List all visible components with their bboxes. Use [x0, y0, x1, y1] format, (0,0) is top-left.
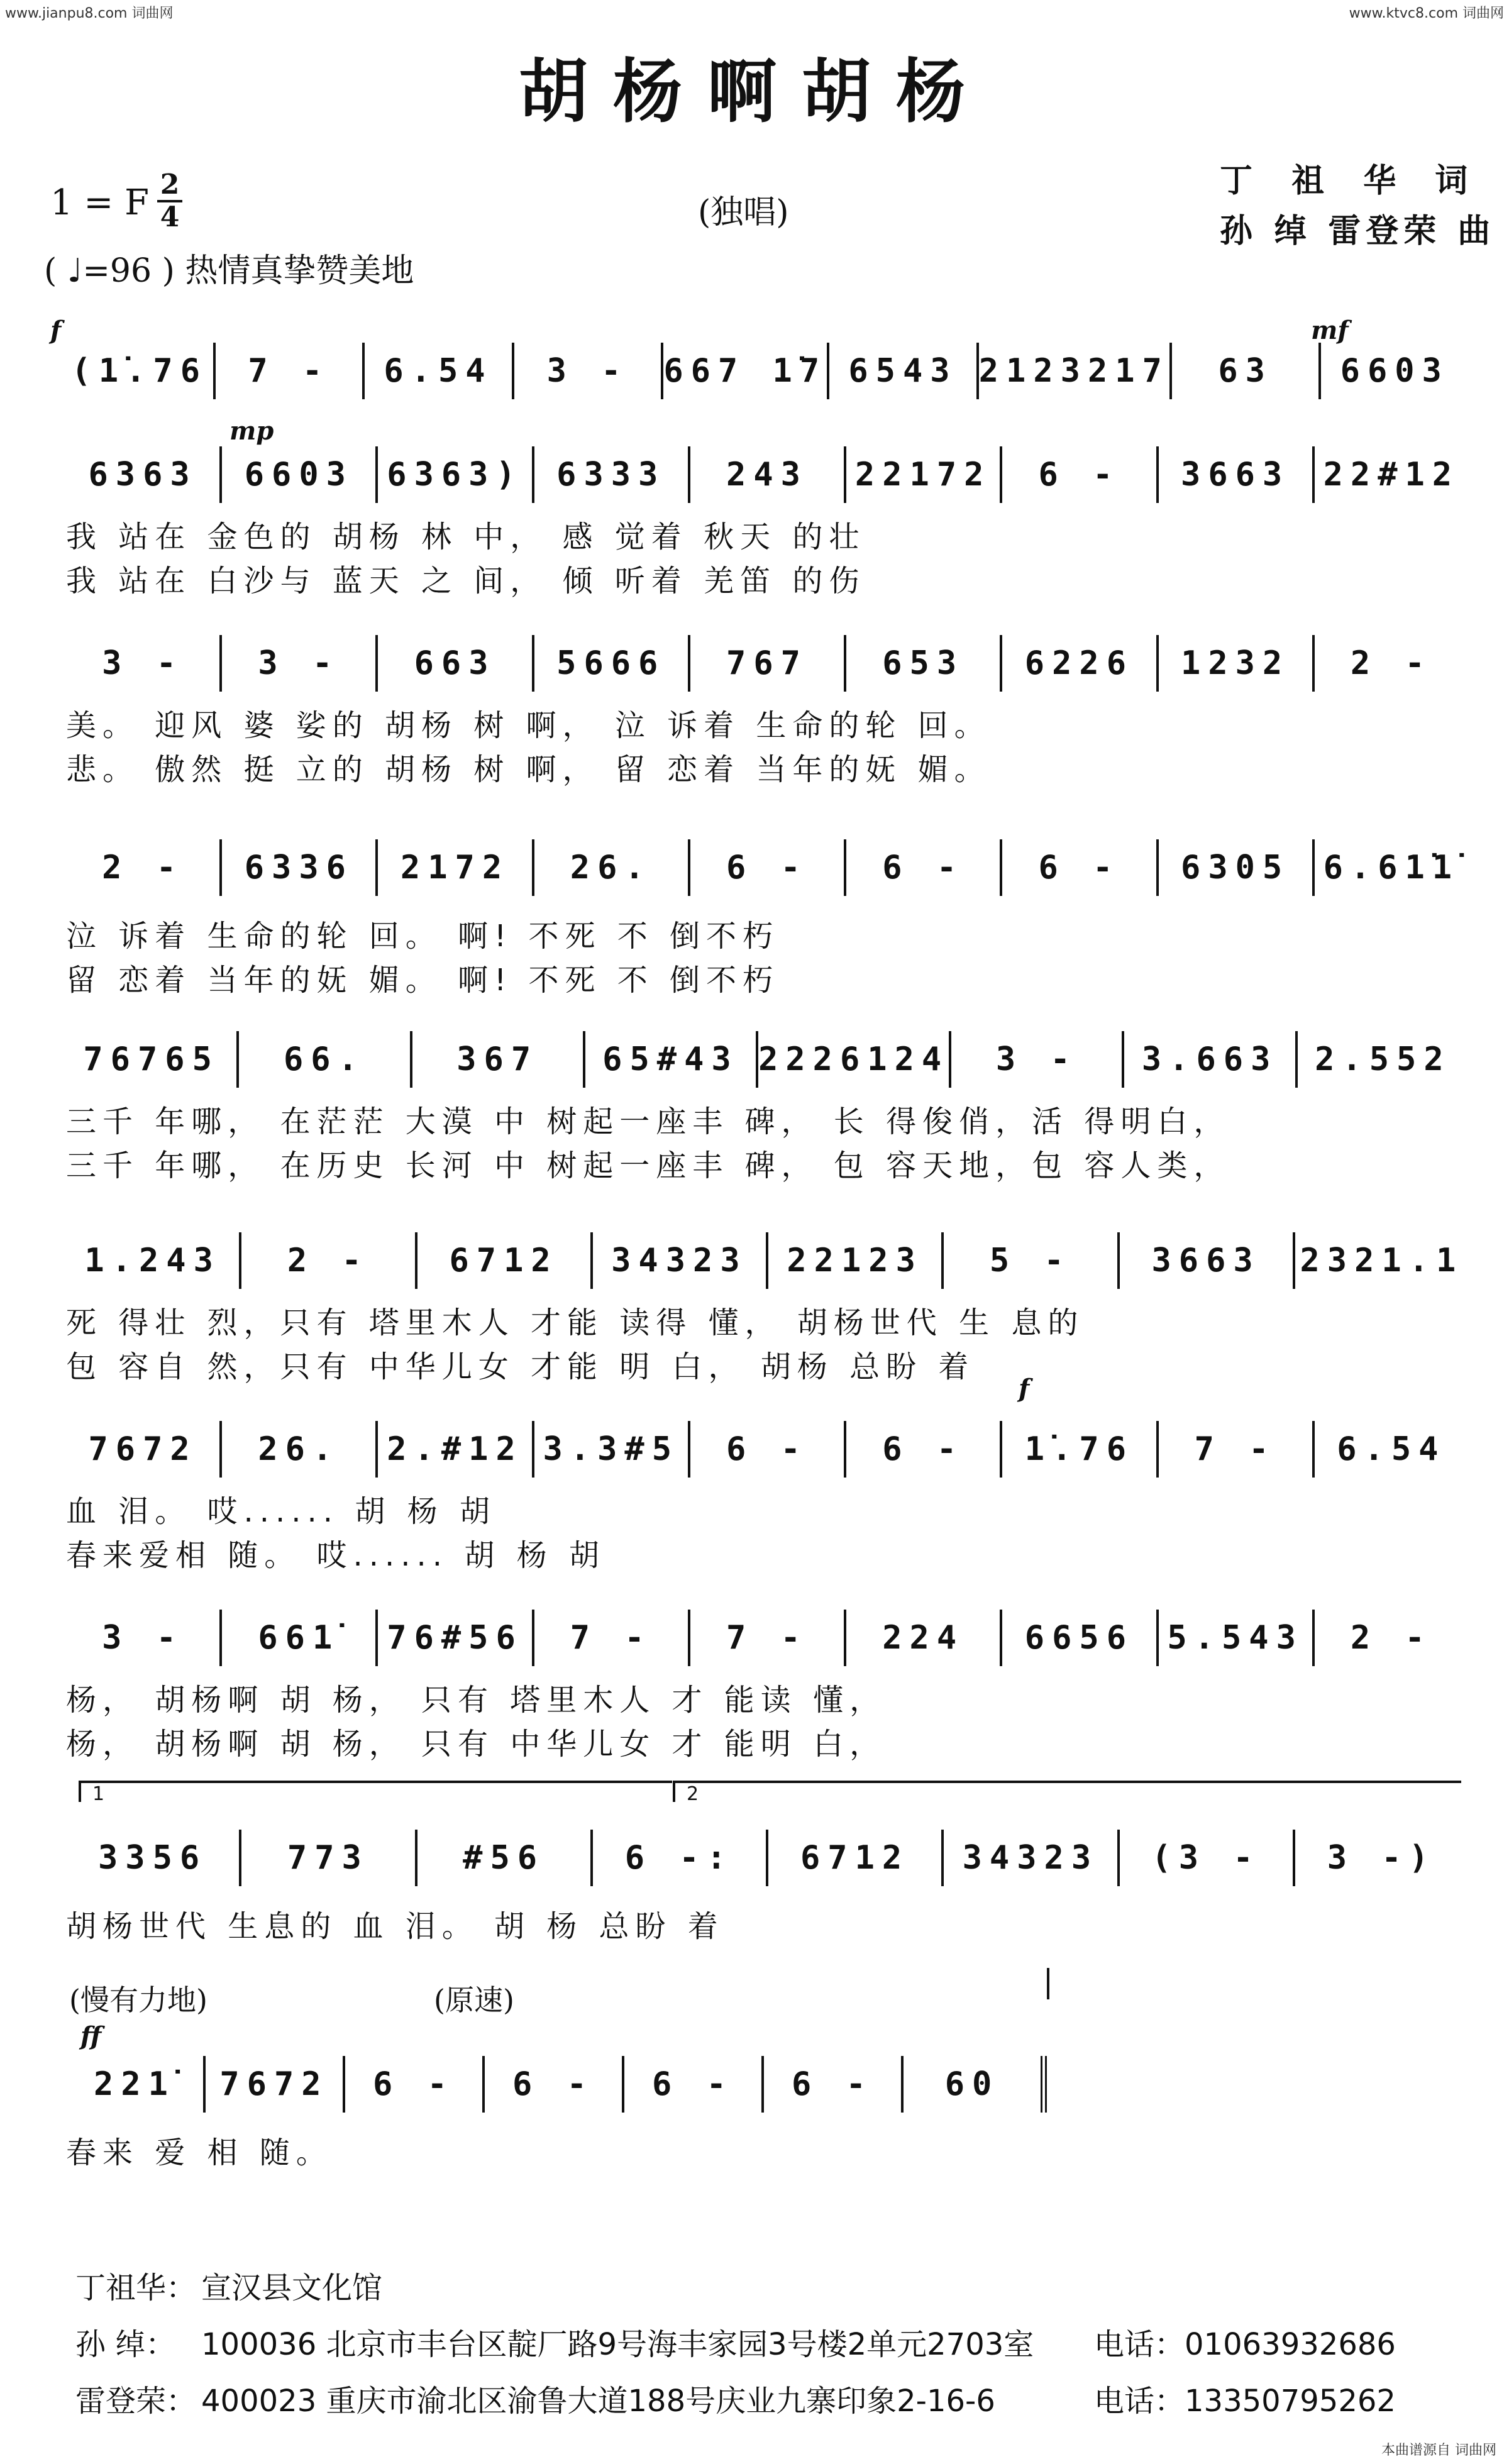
lyric-row-3-verse-2: 悲。 傲然 挺 立的 胡杨 树 啊， 留 恋着 当年的妩 媚。: [66, 752, 991, 787]
lyric-row-8-verse-1: 杨， 胡杨啊 胡 杨， 只有 塔里木人 才 能读 懂，: [66, 1682, 887, 1718]
measure: 1232: [1159, 635, 1315, 692]
measure: 2.#12: [378, 1421, 534, 1478]
measure: 6333: [534, 446, 690, 503]
measure: 221̇: [66, 2056, 206, 2113]
measure: 6 -: [846, 839, 1002, 896]
lyric-row-7-verse-1: 血 泪。 哎...... 胡 杨 胡: [66, 1494, 496, 1529]
measure: 2.552: [1315, 1041, 1451, 1078]
measure: 3356: [66, 1830, 241, 1886]
measure: 6 -: [690, 839, 846, 896]
measure: 6 -: [846, 1421, 1002, 1478]
measure: 3 -): [1327, 1839, 1436, 1877]
measure: 6363: [66, 446, 222, 503]
measure: 6 -: [690, 1421, 846, 1478]
measure: 7 -: [1159, 1421, 1315, 1478]
lyric-row-7-verse-2: 春来爱相 随。 哎...... 胡 杨 胡: [66, 1538, 605, 1573]
notation-row-2: [66, 446, 1468, 503]
dynamic-mf: mf: [1311, 316, 1349, 345]
notation-row-10: [66, 2056, 1047, 2113]
lyric-row-6-verse-2: 包 容自 然，只有 中华儿女 才能 明 白， 胡杨 总盼 着: [66, 1349, 975, 1384]
lyric-row-6-verse-1: 死 得壮 烈，只有 塔里木人 才能 读得 懂， 胡杨世代 生 息的: [66, 1305, 1085, 1340]
measure: (3 -: [1120, 1830, 1295, 1886]
volta-bracket-2: 2: [673, 1781, 1461, 1802]
measure: 1.243: [66, 1232, 241, 1289]
measure: 367: [412, 1031, 585, 1088]
footer-line-2: 孙 绰： 100036 北京市丰台区靛厂路9号海丰家园3号楼2单元2703室: [75, 2327, 1034, 2362]
measure: 6.61̇1̇: [1323, 849, 1460, 887]
lyric-row-4-verse-2: 留 恋着 当年的妩 媚。 啊! 不死 不 倒不朽: [66, 963, 780, 998]
measure: 6.54: [1337, 1430, 1446, 1468]
measure: 6712: [768, 1830, 944, 1886]
measure: 773: [241, 1830, 417, 1886]
measure: 22#12: [1323, 456, 1460, 494]
measure: 6 -: [345, 2056, 485, 2113]
bottom-stamp: 本曲谱源自 词曲网: [1381, 2443, 1496, 2458]
measure: 63: [1172, 343, 1322, 399]
measure: 6226: [1002, 635, 1158, 692]
measure: 3.663: [1124, 1031, 1297, 1088]
measure: 65#43: [585, 1031, 758, 1088]
footer-line-1: 丁祖华： 宣汉县文化馆: [75, 2270, 383, 2306]
measure: 224: [846, 1610, 1002, 1666]
measure: 7 -: [534, 1610, 690, 1666]
measure: 6 -: [485, 2056, 624, 2113]
volta-bracket-1: 1: [79, 1781, 672, 1802]
measure: 6336: [222, 839, 378, 896]
measure: 5.543: [1159, 1610, 1315, 1666]
measure: 767: [690, 635, 846, 692]
time-signature: 2 4: [157, 170, 182, 233]
measure: 5 -: [944, 1232, 1119, 1289]
watermark-left: www.jianpu8.com 词曲网: [5, 6, 174, 21]
performance-type: (独唱): [698, 194, 789, 231]
lyric-row-9: 胡杨世代 生息的 血 泪。 胡 杨 总盼 着: [66, 1909, 724, 1944]
measure: 661̇: [222, 1610, 378, 1666]
measure: 653: [846, 635, 1002, 692]
key-signature: 1 = F: [50, 182, 150, 223]
notation-row-6: [66, 1232, 1468, 1289]
measure: 66.: [239, 1031, 412, 1088]
measure: 6603: [1340, 352, 1449, 390]
footer-line-3: 雷登荣： 400023 重庆市渝北区渝鲁大道188号庆业九寨印象2-16-6: [75, 2384, 995, 2419]
dynamic-mp: mp: [229, 416, 274, 446]
lyric-row-3-verse-1: 美。 迎风 婆 娑的 胡杨 树 啊， 泣 诉着 生命的轮 回。: [66, 708, 991, 743]
measure: 2321.1: [1300, 1242, 1464, 1279]
footer-phone-3: 电话：13350795262: [1094, 2384, 1396, 2419]
measure: 2123217: [979, 343, 1172, 399]
dynamic-ff: ff: [80, 2021, 102, 2051]
notation-row-5: [66, 1031, 1468, 1088]
lyric-row-2-verse-1: 我 站在 金色的 胡杨 林 中， 感 觉着 秋天 的壮: [66, 519, 866, 555]
notation-row-1: [66, 343, 1468, 399]
measure: 1̇.76: [1002, 1421, 1158, 1478]
notation-row-3: [66, 635, 1468, 692]
tempo-bracket-line: [1047, 1968, 1049, 1999]
measure: 3663: [1159, 446, 1315, 503]
lyric-row-2-verse-2: 我 站在 白沙与 蓝天 之 间， 倾 听着 羌笛 的伤: [66, 563, 866, 599]
measure: 3 -: [951, 1031, 1124, 1088]
measure: 26.: [222, 1421, 378, 1478]
measure: 76#56: [378, 1610, 534, 1666]
notation-row-8: [66, 1610, 1468, 1666]
lyric-row-10: 春来 爱 相 随。: [66, 2135, 333, 2170]
watermark-right: www.ktvc8.com 词曲网: [1349, 6, 1504, 21]
measure: 6543: [829, 343, 979, 399]
measure: 6 -: [764, 2056, 904, 2113]
measure: 2 -: [1350, 644, 1432, 682]
measure: 2172: [378, 839, 534, 896]
measure: 60: [904, 2056, 1047, 2113]
measure: 22172: [846, 446, 1002, 503]
lyric-row-5-verse-1: 三千 年哪， 在茫茫 大漠 中 树起一座丰 碑， 长 得俊俏，活 得明白，: [66, 1104, 1230, 1139]
notation-row-9: [66, 1830, 1468, 1886]
measure: 2 -: [241, 1232, 417, 1289]
measure: 3 -: [66, 635, 222, 692]
dynamic-f-2: f: [1019, 1374, 1030, 1403]
measure: 3 -: [66, 1610, 222, 1666]
notation-row-7: [66, 1421, 1468, 1478]
composer-credit: 孙 绰 雷登荣 曲: [1220, 213, 1496, 250]
lyric-row-8-verse-2: 杨， 胡杨啊 胡 杨， 只有 中华儿女 才 能明 白，: [66, 1726, 887, 1762]
measure: 7672: [66, 1421, 222, 1478]
original-tempo-marking: (原速): [434, 1983, 514, 2017]
footer-phone-2: 电话：01063932686: [1094, 2327, 1396, 2362]
measure: 3 -: [222, 635, 378, 692]
measure: #56: [417, 1830, 593, 1886]
measure: 663: [378, 635, 534, 692]
measure: 6 -: [1002, 839, 1158, 896]
measure: 34323: [944, 1830, 1119, 1886]
measure: 6 -:: [593, 1830, 768, 1886]
measure: 3 -: [514, 343, 664, 399]
measure: 7672: [206, 2056, 345, 2113]
measure: 6603: [222, 446, 378, 503]
measure: 5666: [534, 635, 690, 692]
dynamic-f: f: [50, 316, 62, 345]
measure: 22123: [768, 1232, 944, 1289]
measure: 7 -: [690, 1610, 846, 1666]
lyricist-credit: 丁 祖 华 词: [1220, 162, 1482, 200]
measure: 34323: [593, 1232, 768, 1289]
measure: 26.: [534, 839, 690, 896]
notation-row-4: [66, 839, 1468, 896]
measure: 6305: [1159, 839, 1315, 896]
measure: 6363): [378, 446, 534, 503]
measure: 667 1̇7: [663, 343, 829, 399]
measure: 6712: [417, 1232, 593, 1289]
measure: 6.54: [365, 343, 514, 399]
measure: 6656: [1002, 1610, 1158, 1666]
measure: 76765: [66, 1031, 239, 1088]
lyric-row-5-verse-2: 三千 年哪， 在历史 长河 中 树起一座丰 碑， 包 容天地，包 容人类，: [66, 1148, 1230, 1183]
measure: 3663: [1120, 1232, 1295, 1289]
measure: 6 -: [1002, 446, 1158, 503]
measure: 243: [690, 446, 846, 503]
tempo-marking: ( ♩=96 ) 热情真挚赞美地: [44, 252, 414, 290]
measure: 2 -: [1350, 1619, 1432, 1657]
measure: 3.3#5: [534, 1421, 690, 1478]
measure: 7 -: [216, 343, 365, 399]
measure: 2 -: [66, 839, 222, 896]
measure: (1̇.76: [66, 343, 216, 399]
slow-marking: (慢有力地): [69, 1983, 207, 2017]
measure: 2226124: [758, 1031, 951, 1088]
lyric-row-4-verse-1: 泣 诉着 生命的轮 回。 啊! 不死 不 倒不朽: [66, 919, 780, 954]
song-title: 胡杨啊胡杨: [519, 51, 990, 132]
measure: 6 -: [624, 2056, 764, 2113]
